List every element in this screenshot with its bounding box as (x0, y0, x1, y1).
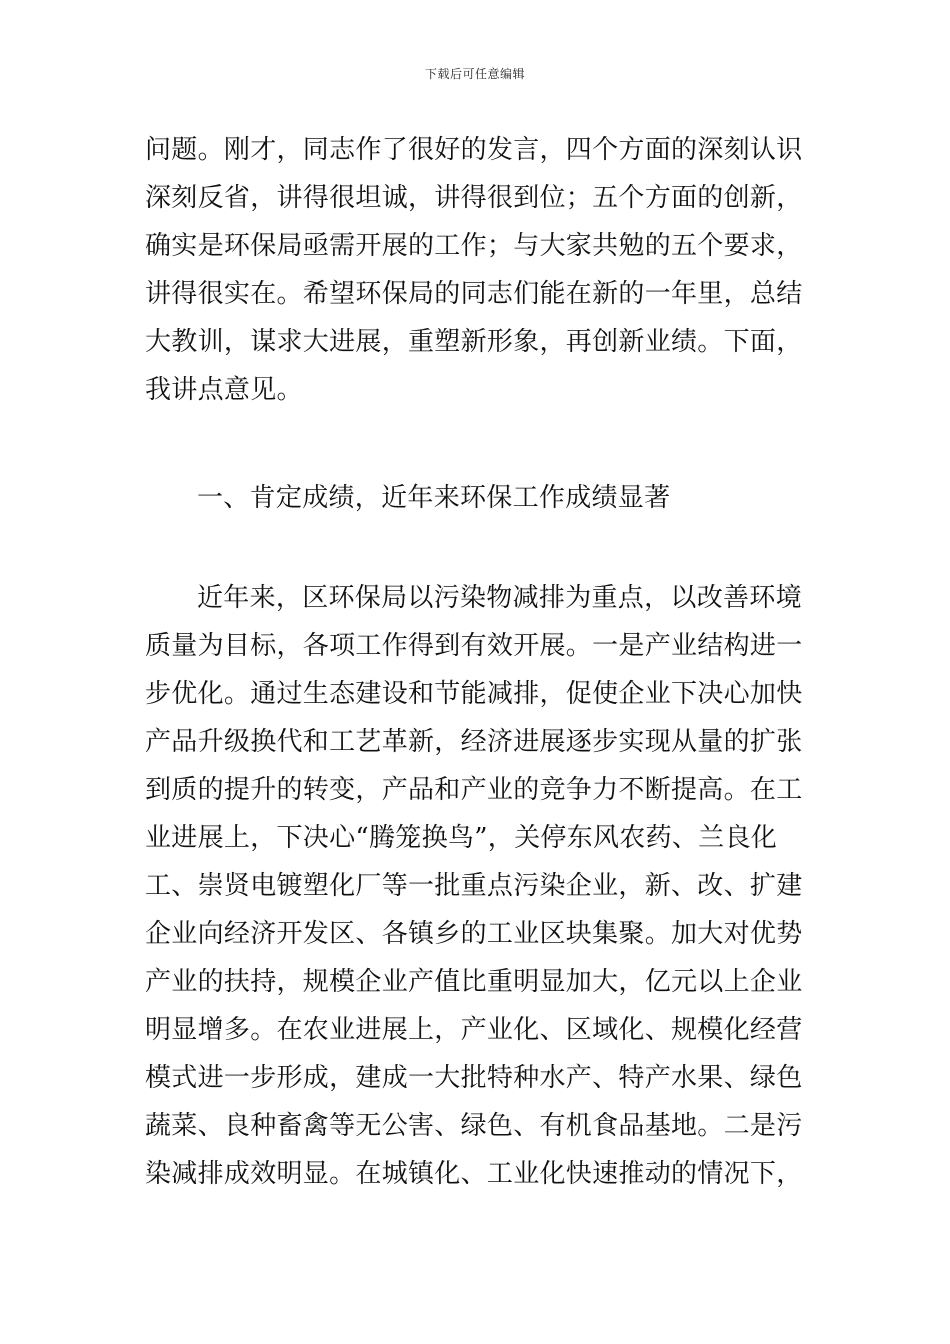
paragraph-line: 深刻反省，讲得很坦诚，讲得很到位；五个方面的创新， (145, 183, 803, 213)
paragraph-line: 问题。刚才，同志作了很好的发言，四个方面的深刻认识 (145, 135, 803, 165)
paragraph-line: 企业向经济开发区、各镇乡的工业区块集聚。加大对优势 (145, 919, 803, 949)
paragraph-line: 确实是环保局亟需开展的工作；与大家共勉的五个要求， (145, 231, 803, 261)
section-heading-text: 一、肯定成绩，近年来环保工作成绩显著 (197, 483, 671, 513)
section-heading (145, 474, 810, 522)
paragraph-line: 产业的扶持，规模企业产值比重明显加大，亿元以上企业 (145, 967, 803, 997)
paragraph-line: 步优化。通过生态建设和节能减排，促使企业下决心加快 (145, 679, 803, 709)
page-header: 下载后可任意编辑 (424, 67, 525, 81)
paragraph-line: 产品升级换代和工艺革新，经济进展逐步实现从量的扩张 (145, 727, 803, 757)
paragraph-1 (145, 126, 810, 414)
paragraph-line: 染减排成效明显。在城镇化、工业化快速推动的情况下， (145, 1159, 803, 1189)
paragraph-line: 明显增多。在农业进展上，产业化、区域化、规模化经营 (145, 1015, 803, 1045)
paragraph-line: 蔬菜、良种畜禽等无公害、绿色、有机食品基地。二是污 (145, 1111, 803, 1141)
paragraph-line: 质量为目标，各项工作得到有效开展。一是产业结构进一 (145, 631, 803, 661)
paragraph-line: 模式进一步形成，建成一大批特种水产、特产水果、绿色 (145, 1063, 803, 1093)
paragraph-line: 讲得很实在。希望环保局的同志们能在新的一年里，总结 (145, 279, 803, 309)
paragraph-line: 业进展上，下决心“腾笼换鸟”，关停东风农药、兰良化 (145, 823, 778, 853)
paragraph-line: 我讲点意见。 (145, 375, 303, 405)
paragraph-line: 大教训，谋求大进展，重塑新形象，再创新业绩。下面， (145, 327, 803, 357)
paragraph-line: 到质的提升的转变，产品和产业的竞争力不断提高。在工 (145, 775, 803, 805)
paragraph-line: 近年来，区环保局以污染物减排为重点，以改善环境 (197, 583, 802, 613)
paragraph-line: 工、崇贤电镀塑化厂等一批重点污染企业，新、改、扩建 (145, 871, 803, 901)
paragraph-2 (145, 574, 810, 1198)
